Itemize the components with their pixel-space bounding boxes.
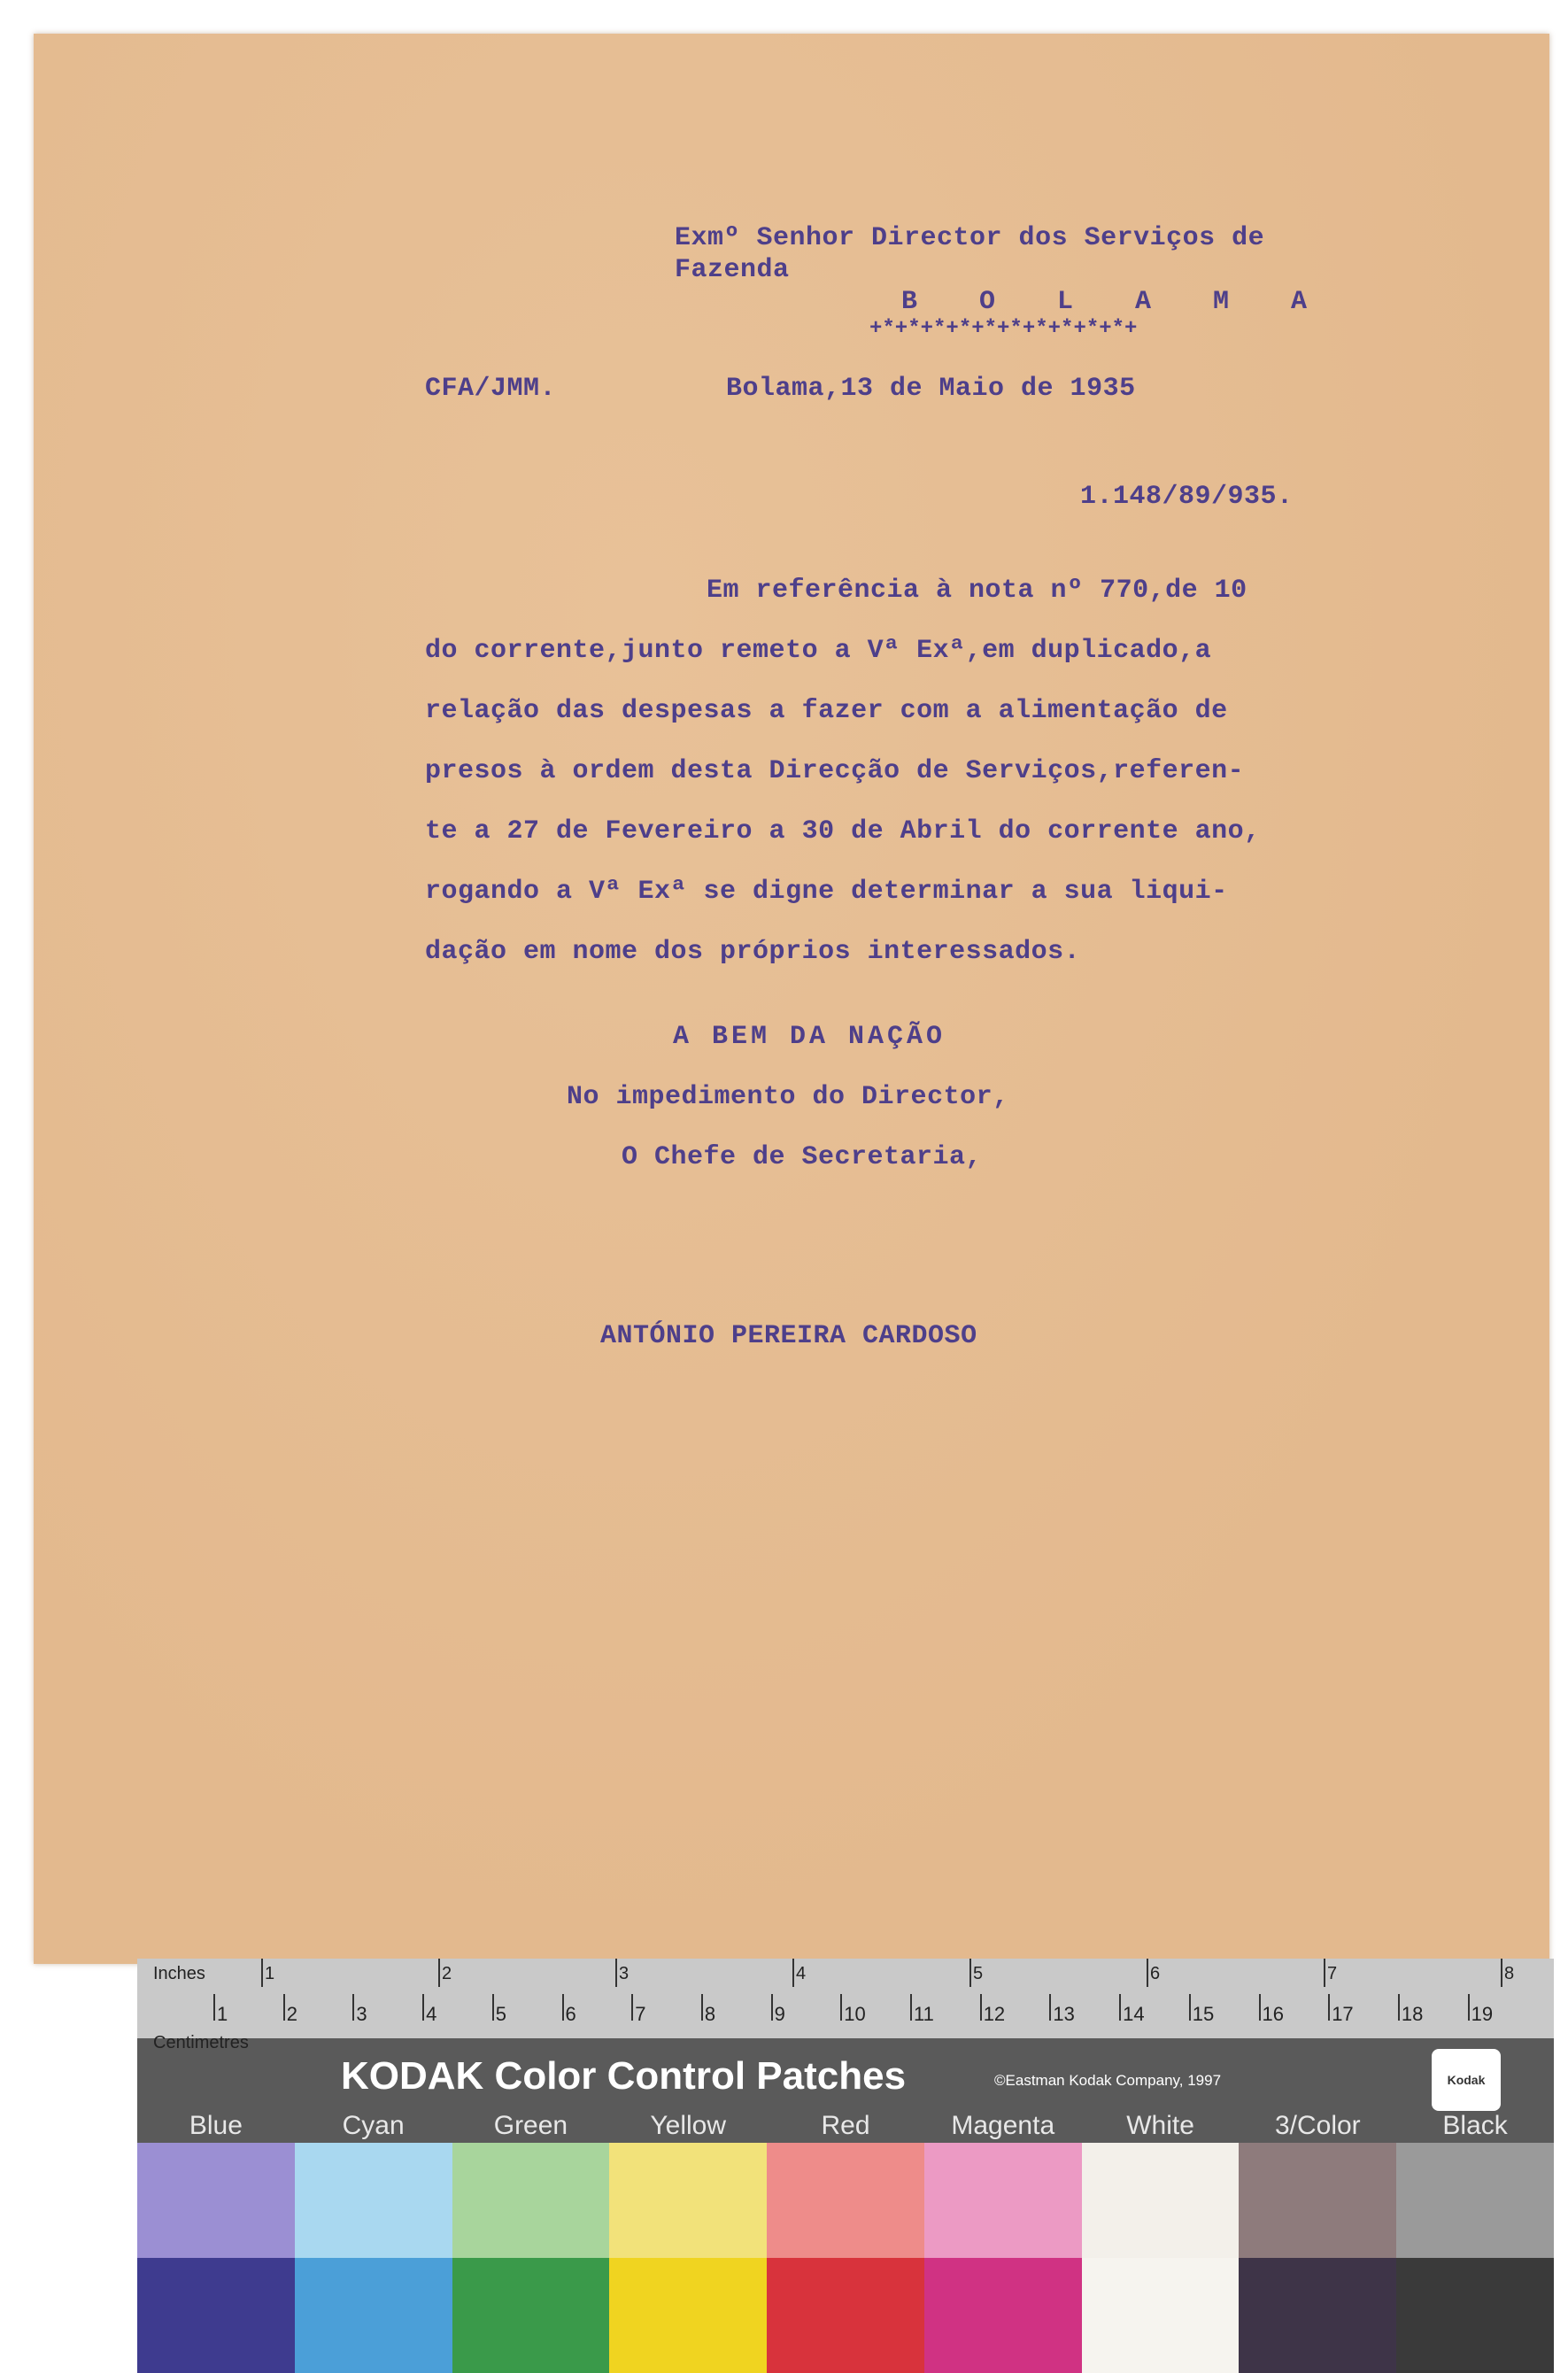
body-line: te a 27 de Fevereiro a 30 de Abril do corrente ano, bbox=[425, 816, 1261, 846]
color-patch-light bbox=[452, 2143, 610, 2258]
cm-number: 13 bbox=[1053, 2003, 1075, 2025]
color-patch-light bbox=[609, 2143, 767, 2258]
cm-tick bbox=[840, 1994, 842, 2021]
cm-number: 11 bbox=[914, 2003, 934, 2025]
body-line: do corrente,junto remeto a Vª Exª,em duplicado,a bbox=[425, 636, 1212, 666]
inch-number: 2 bbox=[442, 1964, 452, 1983]
closing-line: No impedimento do Director, bbox=[567, 1082, 1009, 1112]
cm-tick bbox=[910, 1994, 912, 2021]
color-patch-light bbox=[924, 2143, 1082, 2258]
body-line: Em referência à nota nº 770,de 10 bbox=[707, 576, 1247, 606]
color-patch-dark bbox=[1239, 2258, 1396, 2373]
color-patch-dark bbox=[295, 2258, 452, 2373]
patch-label: White bbox=[1126, 2111, 1194, 2140]
closing-line: O Chefe de Secretaria, bbox=[622, 1142, 983, 1172]
letter-date: Bolama,13 de Maio de 1935 bbox=[726, 374, 1136, 404]
cm-number: 6 bbox=[565, 2003, 576, 2025]
cm-tick bbox=[701, 1994, 703, 2021]
cm-number: 18 bbox=[1401, 2003, 1424, 2025]
cm-number: 3 bbox=[356, 2003, 367, 2025]
patch-labels bbox=[137, 2111, 1554, 2143]
color-patch-dark bbox=[924, 2258, 1082, 2373]
patch-label: Yellow bbox=[650, 2111, 727, 2140]
body-line: dação em nome dos próprios interessados. bbox=[425, 937, 1081, 967]
color-patches bbox=[137, 2143, 1554, 2373]
patch-label: Blue bbox=[189, 2111, 243, 2140]
inch-number: 7 bbox=[1327, 1964, 1338, 1983]
cm-tick bbox=[1328, 1994, 1330, 2021]
closing-motto: A BEM DA NAÇÃO bbox=[673, 1022, 946, 1052]
cm-tick bbox=[1119, 1994, 1121, 2021]
color-card-title: KODAK Color Control Patches bbox=[341, 2054, 907, 2098]
cm-tick bbox=[283, 1994, 285, 2021]
color-patch-light bbox=[1396, 2143, 1554, 2258]
cm-tick bbox=[771, 1994, 773, 2021]
inch-tick bbox=[1147, 1959, 1148, 1987]
color-patch-dark bbox=[137, 2258, 295, 2373]
inch-number: 5 bbox=[973, 1964, 984, 1983]
addressee-line-2: Fazenda bbox=[675, 255, 790, 285]
kodak-ruler bbox=[137, 1959, 1554, 2143]
patch-label: Red bbox=[821, 2111, 870, 2140]
color-patch-light bbox=[295, 2143, 452, 2258]
body-line: relação das despesas a fazer com a alimentação de bbox=[425, 696, 1228, 726]
letter-paper bbox=[34, 34, 1549, 1964]
patch-label: Magenta bbox=[951, 2111, 1055, 2140]
cm-number: 8 bbox=[704, 2003, 716, 2025]
patch-label: 3/Color bbox=[1274, 2111, 1361, 2140]
inch-number: 6 bbox=[1150, 1964, 1161, 1983]
cm-number: 5 bbox=[495, 2003, 507, 2025]
inches-label: Inches bbox=[153, 1964, 205, 1983]
cm-number: 16 bbox=[1262, 2003, 1284, 2025]
cm-tick bbox=[1259, 1994, 1261, 2021]
cm-tick bbox=[492, 1994, 494, 2021]
centimetres-label: Centimetres bbox=[153, 2033, 249, 2052]
cm-number: 15 bbox=[1192, 2003, 1215, 2025]
inch-number: 4 bbox=[796, 1964, 807, 1983]
inch-number: 8 bbox=[1504, 1964, 1515, 1983]
cm-tick bbox=[1398, 1994, 1400, 2021]
cm-tick bbox=[1189, 1994, 1191, 2021]
cm-tick bbox=[352, 1994, 354, 2021]
kodak-logo: Kodak bbox=[1432, 2049, 1501, 2111]
cm-number: 1 bbox=[217, 2003, 228, 2025]
cm-tick bbox=[631, 1994, 633, 2021]
cm-tick bbox=[422, 1994, 424, 2021]
inch-number: 3 bbox=[619, 1964, 630, 1983]
cm-tick bbox=[1049, 1994, 1051, 2021]
color-patch-dark bbox=[1396, 2258, 1554, 2373]
inch-number: 1 bbox=[265, 1964, 275, 1983]
city-heading: B O L A M A bbox=[901, 287, 1331, 317]
color-patch-light bbox=[1239, 2143, 1396, 2258]
cm-number: 2 bbox=[286, 2003, 297, 2025]
cm-number: 4 bbox=[426, 2003, 437, 2025]
body-line: rogando a Vª Exª se digne determinar a sua liqui- bbox=[425, 877, 1228, 907]
color-patch-light bbox=[767, 2143, 924, 2258]
letter-number: 1.148/89/935. bbox=[1080, 482, 1294, 512]
color-patch-light bbox=[1082, 2143, 1240, 2258]
cm-tick bbox=[213, 1994, 215, 2021]
cm-tick bbox=[1468, 1994, 1470, 2021]
ruler-strip bbox=[137, 1959, 1554, 2038]
inch-tick bbox=[969, 1959, 971, 1987]
cm-tick bbox=[562, 1994, 564, 2021]
inch-tick bbox=[1501, 1959, 1502, 1987]
inch-tick bbox=[792, 1959, 794, 1987]
signature-name: ANTÓNIO PEREIRA CARDOSO bbox=[600, 1321, 977, 1351]
cm-number: 7 bbox=[635, 2003, 646, 2025]
inch-tick bbox=[438, 1959, 440, 1987]
cm-tick bbox=[980, 1994, 982, 2021]
color-patch-dark bbox=[609, 2258, 767, 2373]
inch-tick bbox=[1324, 1959, 1325, 1987]
inch-tick bbox=[615, 1959, 617, 1987]
cm-number: 19 bbox=[1471, 2003, 1494, 2025]
patch-label: Cyan bbox=[342, 2111, 405, 2140]
decorative-rule: +*+*+*+*+*+*+*+*+*+*+ bbox=[869, 317, 1138, 341]
cm-number: 9 bbox=[774, 2003, 785, 2025]
body-line: presos à ordem desta Direcção de Serviços,referen- bbox=[425, 756, 1245, 786]
cm-number: 17 bbox=[1332, 2003, 1354, 2025]
copyright-notice: ©Eastman Kodak Company, 1997 bbox=[994, 2072, 1222, 2089]
color-patch-dark bbox=[767, 2258, 924, 2373]
color-patch-dark bbox=[452, 2258, 610, 2373]
patch-label: Green bbox=[493, 2111, 568, 2140]
cm-number: 10 bbox=[844, 2003, 866, 2025]
reference-code: CFA/JMM. bbox=[425, 374, 557, 404]
color-patch-light bbox=[137, 2143, 295, 2258]
addressee-line-1: Exmº Senhor Director dos Serviços de bbox=[675, 223, 1265, 253]
patch-label: Black bbox=[1442, 2111, 1508, 2140]
cm-number: 12 bbox=[983, 2003, 1006, 2025]
cm-number: 14 bbox=[1123, 2003, 1145, 2025]
color-patch-dark bbox=[1082, 2258, 1240, 2373]
inch-tick bbox=[261, 1959, 263, 1987]
